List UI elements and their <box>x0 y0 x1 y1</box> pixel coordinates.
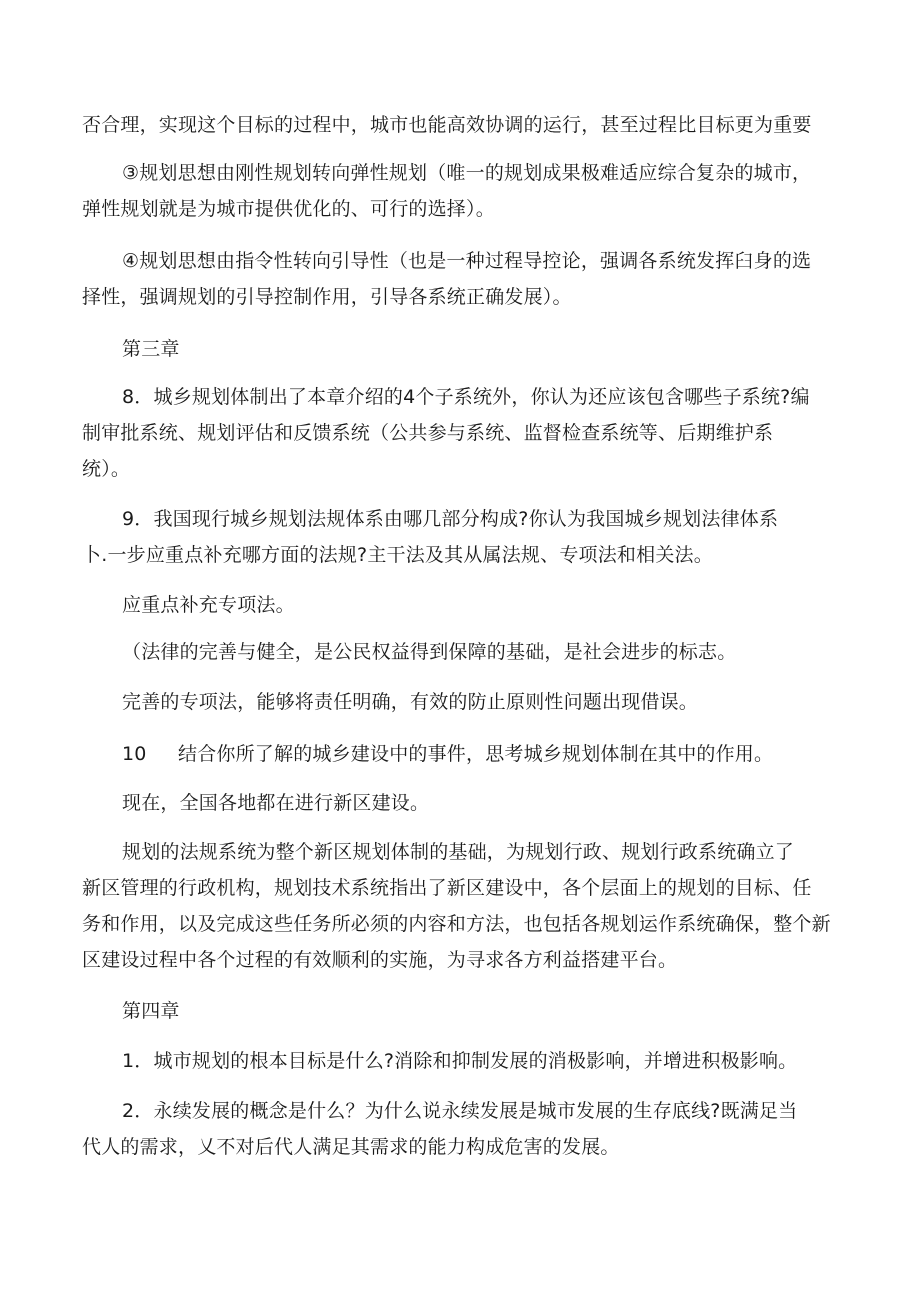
text-line: （法律的完善与健全，是公民权益得到保障的基础，是社会进步的标志。 <box>122 641 737 663</box>
text-line: 否合理，实现这个目标的过程中，城市也能高效协调的运行，甚至过程比目标更为重要 <box>82 114 812 136</box>
question-9 <box>82 501 842 573</box>
text-line: 统）。 <box>82 458 131 480</box>
text-line: 代人的需求，乂不对后代人满足其需求的能力构成危害的发展。 <box>82 1136 620 1158</box>
text-line: 择性，强调规划的引导控制作用，引导各系统正确发展）。 <box>82 286 572 308</box>
paragraph-elastic-planning <box>82 155 842 227</box>
question-10 <box>122 736 842 772</box>
text-line: 弹性规划就是为城市提供优化的、可行的选择）。 <box>82 198 495 220</box>
text-line: 第三章 <box>122 338 180 360</box>
chapter-heading-4 <box>122 993 842 1029</box>
text-line: 务和作用，以及完成这些任务所必须的内容和方法，也包括各规划运作系统确保，整个新 <box>82 913 831 935</box>
text-line: 卜.一步应重点补充哪方面的法规?主干法及其从属法规、专项法和相关法。 <box>82 544 713 566</box>
text-line: 9．我国现行城乡规划法规体系由哪几部分构成?你认为我国城乡规划法律体系 <box>122 508 779 530</box>
question-2 <box>82 1093 842 1165</box>
text-line: 新区管理的行政机构，规划技术系统指出了新区建设中，各个层面上的规划的目标、任 <box>82 877 812 899</box>
text-line: 区建设过程中各个过程的有效顺利的实施，为寻求各方利益搭建平台。 <box>82 949 678 971</box>
question-1 <box>122 1043 842 1079</box>
text-line <box>122 736 842 772</box>
text-line: 2．永续发展的概念是什么？为什么说永续发展是城市发展的生存底线?既满足当 <box>122 1100 798 1122</box>
question-number: 10 <box>122 743 147 765</box>
paragraph-continuation <box>82 107 842 143</box>
text-line: 完善的专项法，能够将责任明确，有效的防止原则性问题出现借误。 <box>122 691 699 713</box>
text-line: 应重点补充专项法。 <box>122 594 295 616</box>
answer-line <box>122 587 842 623</box>
text-line: 1．城市规划的根本目标是什么?消除和抑制发展的消极影响，并增进积极影响。 <box>122 1050 798 1072</box>
chapter-heading-3 <box>122 331 842 367</box>
question-8 <box>82 379 842 487</box>
text-line: 现在，全国各地都在进行新区建设。 <box>122 792 430 814</box>
text-line: 制审批系统、规划评估和反馈系统（公共参与系统、监督检查系统等、后期维护系 <box>82 422 774 444</box>
answer-line <box>122 785 842 821</box>
text-line: 规划的法规系统为整个新区规划体制的基础，为规划行政、规划行政系统确立了 <box>122 841 795 863</box>
text-line: ③规划思想由刚性规划转向弹性规划（唯一的规划成果极难适应综合复杂的城市， <box>122 162 812 184</box>
answer-line <box>122 684 842 720</box>
paragraph-new-district <box>82 834 842 978</box>
text-line: ④规划思想由指令性转向引导性（也是一种过程导控论，强调各系统发挥臼身的选 <box>122 250 812 272</box>
question-text: 结合你所了解的城乡建设中的事件，思考城乡规划体制在其中的作用。 <box>178 743 774 765</box>
text-line: 8．城乡规划体制出了本章介绍的4个子系统外，你认为还应该包含哪些子系统?编 <box>122 386 810 408</box>
paragraph-guidance-planning <box>82 243 842 315</box>
text-line: 第四章 <box>122 1000 180 1022</box>
answer-line <box>122 634 842 670</box>
